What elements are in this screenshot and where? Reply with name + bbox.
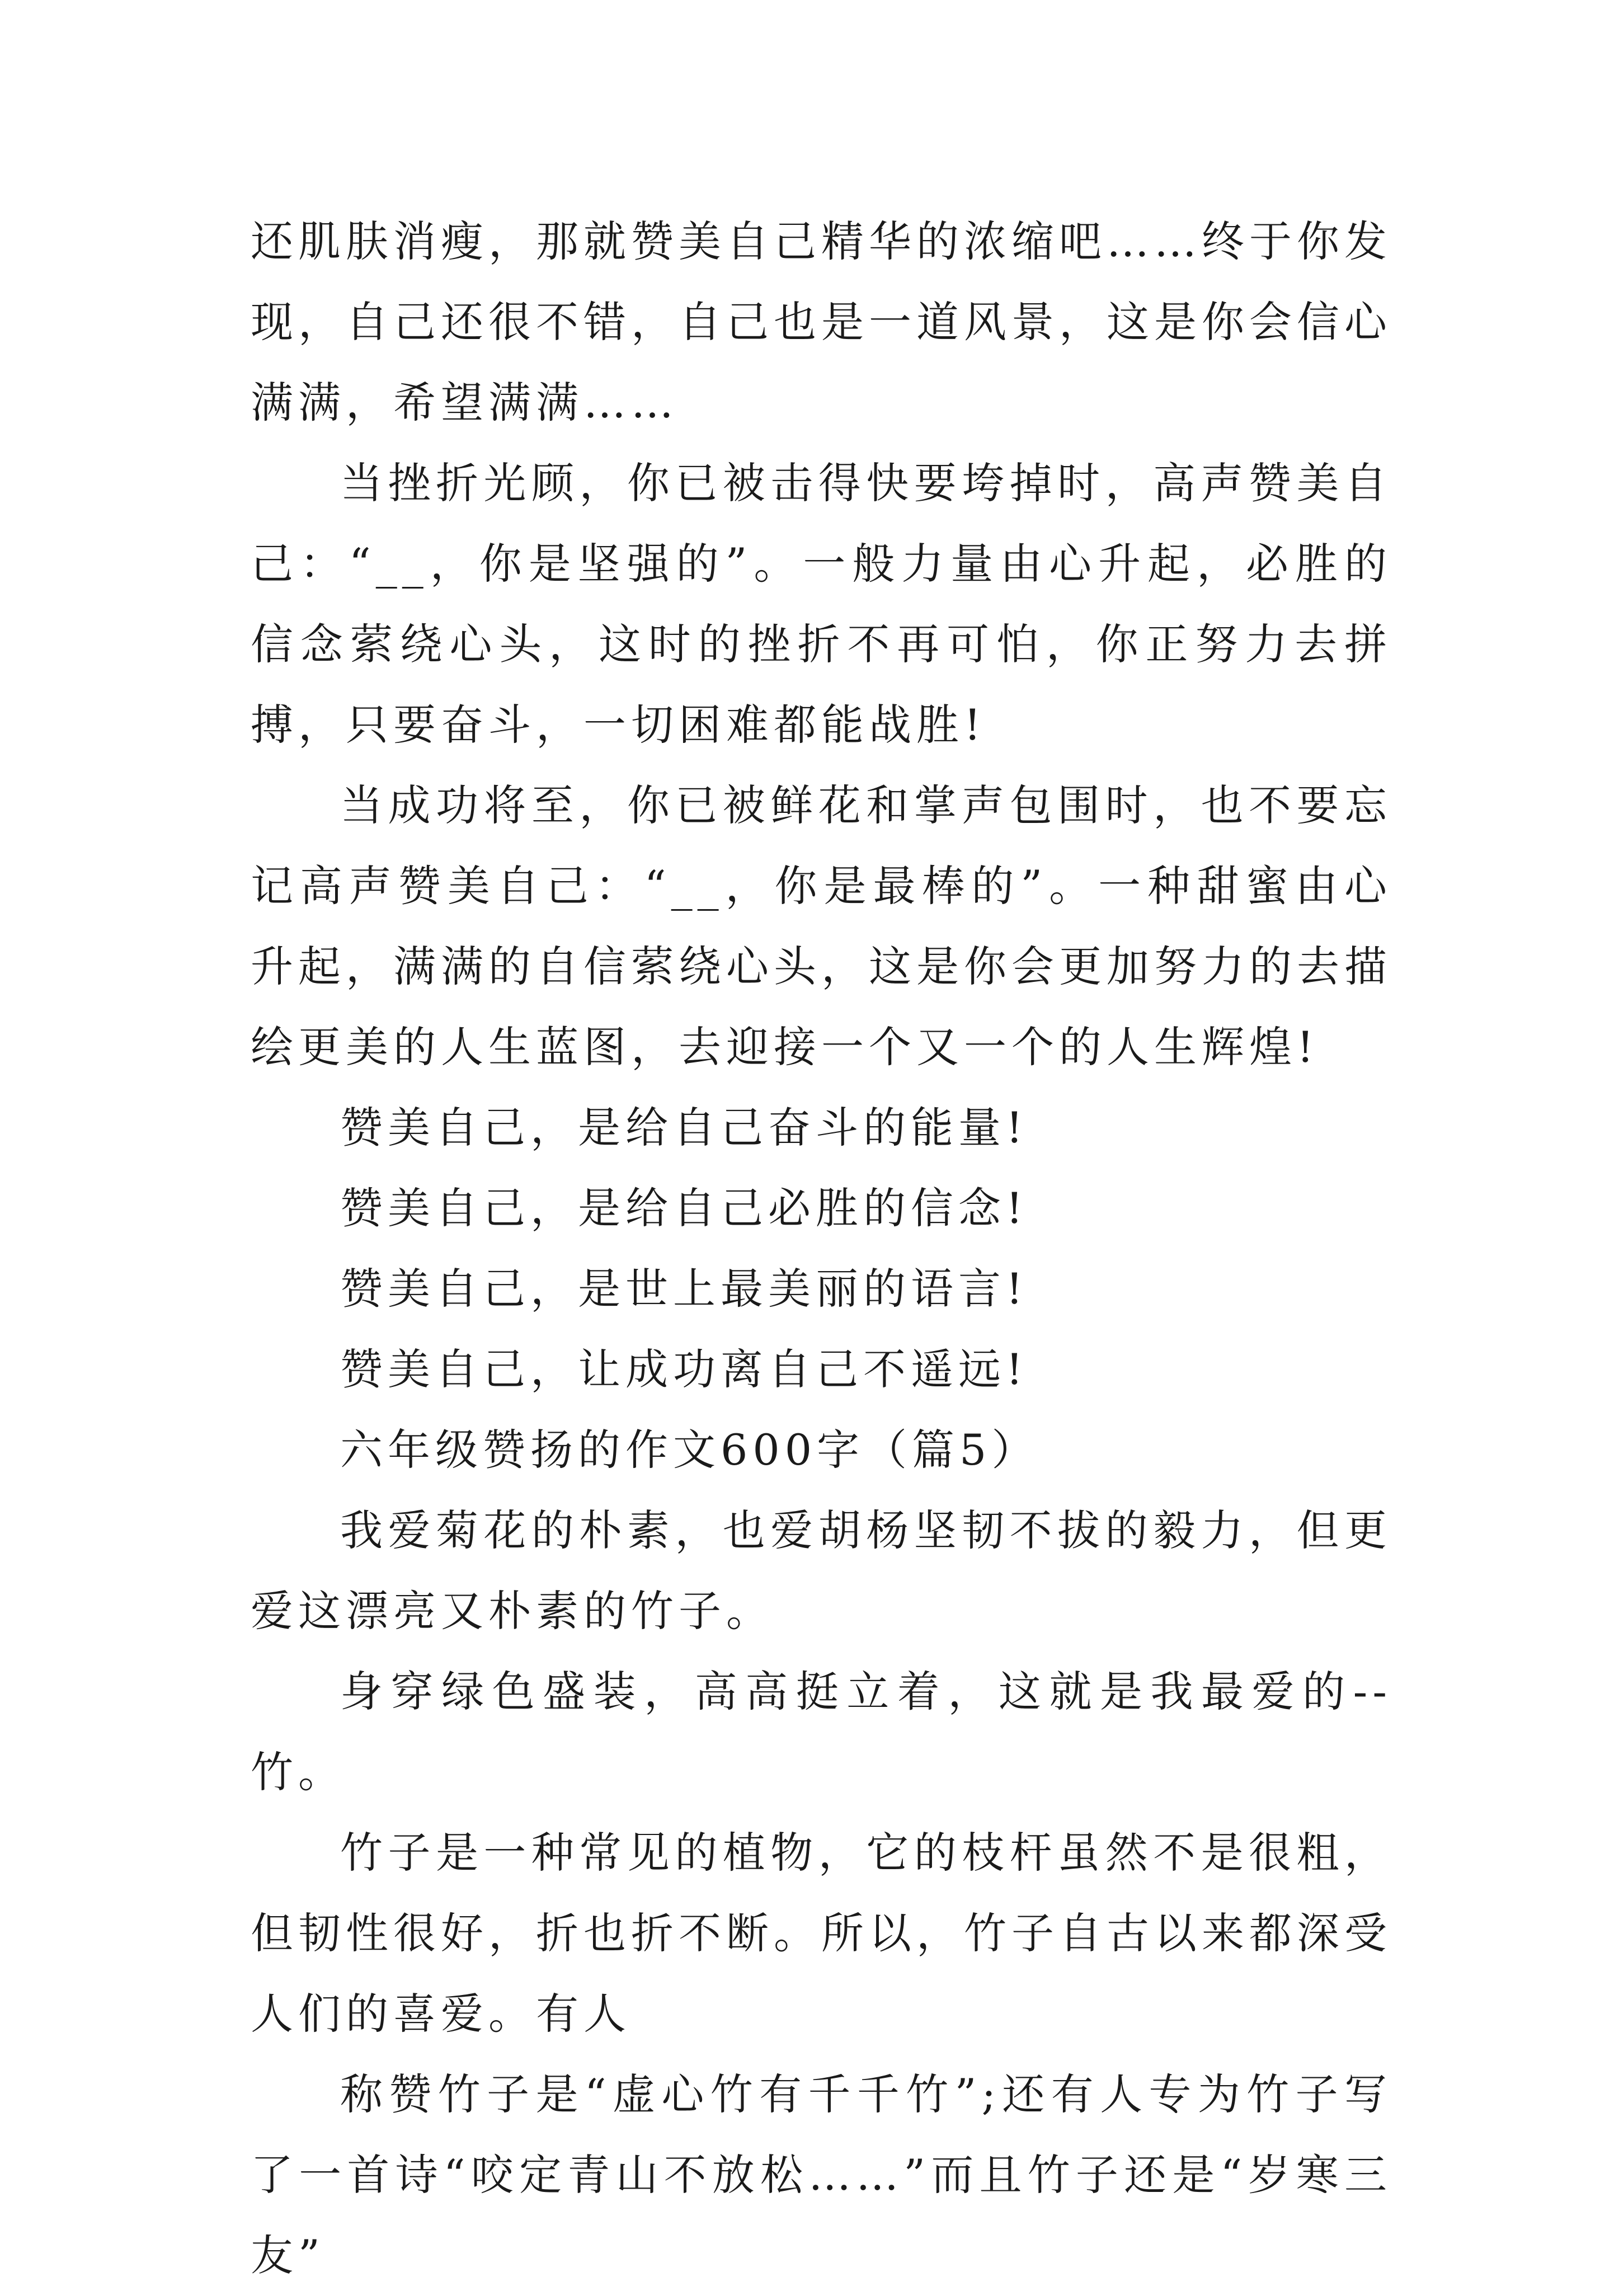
paragraph-2: 当挫折光顾，你已被击得快要垮掉时，高声赞美自己：“__，你是坚强的”。一般力量由心升起，必胜的信念萦绕心头，这时的挫折不再可怕，你正努力去拼搏，只要奋斗，一切困难都能战胜!: [251, 458, 1392, 750]
paragraph-8: 我爱菊花的朴素，也爱胡杨坚韧不拔的毅力，但更爱这漂亮又朴素的竹子。: [251, 1505, 1392, 1636]
document-body: [251, 201, 1392, 2296]
paragraph-9: 身穿绿色盛装，高高挺立着，这就是我最爱的--竹。: [251, 1667, 1392, 1797]
paragraph-11: 称赞竹子是“虚心竹有千千竹”;还有人专为竹子写了一首诗“咬定青山不放松……”而且竹子还是“岁寒三友”: [251, 2069, 1392, 2280]
paragraph-5: 赞美自己，是给自己必胜的信念!: [340, 1183, 1028, 1233]
paragraph-3: 当成功将至，你已被鲜花和掌声包围时，也不要忘记高声赞美自己：“__，你是最棒的”。一种甜蜜由心升起，满满的自信萦绕心头，这是你会更加努力的去描绘更美的人生蓝图，去迎接一个又一个的人生辉煌!: [251, 780, 1392, 1072]
paragraph-1: 还肌肤消瘦，那就赞美自己精华的浓缩吧……终于你发现，自己还很不错，自己也是一道风景，这是你会信心满满，希望满满……: [251, 217, 1392, 427]
section-heading: 六年级赞扬的作文600字（篇5）: [340, 1425, 1039, 1475]
paragraph-7: 赞美自己，让成功离自己不遥远!: [340, 1344, 1028, 1394]
paragraph-6: 赞美自己，是世上最美丽的语言!: [340, 1264, 1028, 1314]
paragraph-10: 竹子是一种常见的植物，它的枝杆虽然不是很粗，但韧性很好，折也折不断。所以，竹子自古以来都深受人们的喜爱。有人: [251, 1828, 1392, 2039]
paragraph-4: 赞美自己，是给自己奋斗的能量!: [340, 1103, 1028, 1152]
